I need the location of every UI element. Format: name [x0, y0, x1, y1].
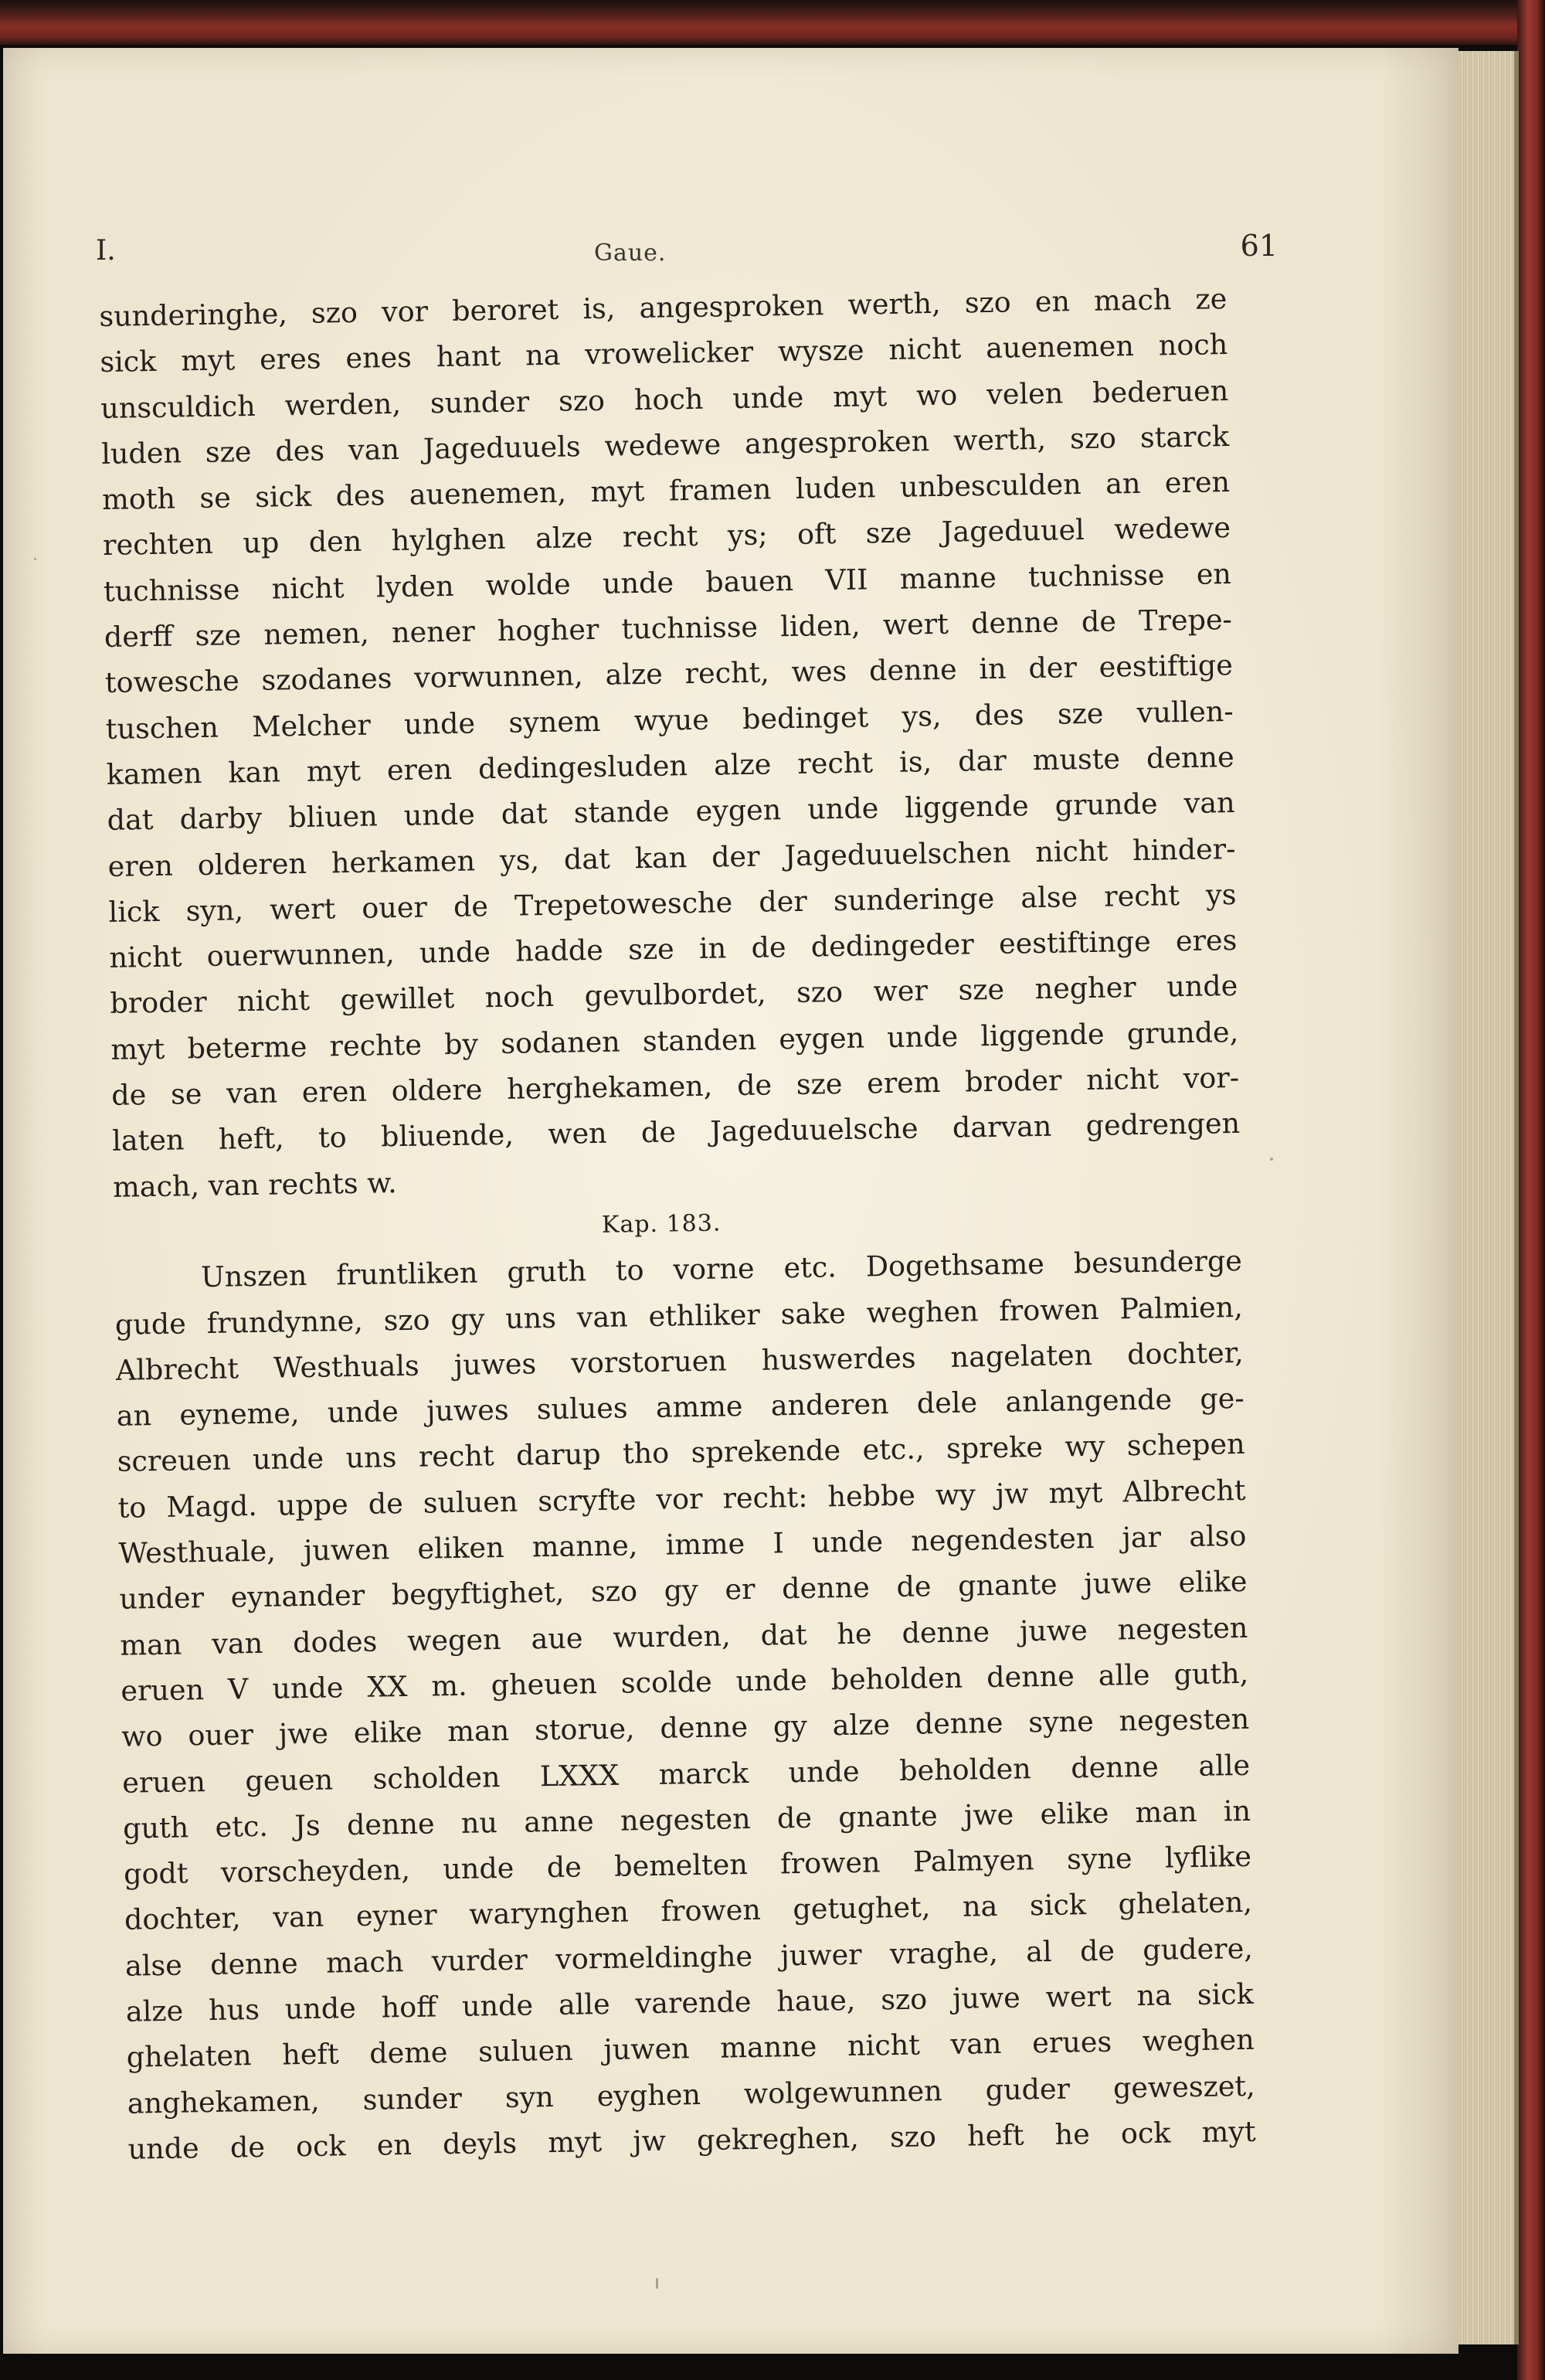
text-line: mach, van rechts w. — [112, 1165, 397, 1204]
text-line: derff sze nemen, nener hogher tuchnisse liden, wert denne de Trepe- — [104, 603, 1233, 654]
chapter-heading: Kap. 183. — [601, 1209, 722, 1239]
text-line: wo ouer jwe elike man storue, denne gy alze denne syne negesten — [121, 1702, 1250, 1753]
body-text — [99, 276, 1256, 2172]
text-line: to Magd. uppe de suluen scryfte vor recht: hebbe wy jw myt Albrecht — [117, 1473, 1246, 1525]
text-line: anghekamen, sunder syn eyghen wolgewunnen guder geweszet, — [127, 2069, 1255, 2120]
text-line: sick myt eres enes hant na vrowelicker wysze nicht auenemen noch — [100, 328, 1228, 379]
text-line: Westhuale, juwen eliken manne, imme I unde negendesten jar also — [118, 1518, 1247, 1570]
text-line: laten heft, to bliuende, wen de Jageduuelsche darvan gedrengen — [111, 1107, 1241, 1158]
text-line: unsculdich werden, sunder szo hoch unde myt wo velen bederuen — [100, 373, 1229, 425]
paragraph-2 — [114, 1238, 1256, 2172]
paper-speck — [656, 2278, 658, 2289]
text-line: towesche szodanes vorwunnen, alze recht, wes denne in der eestiftige — [104, 648, 1234, 700]
text-line: kamen kan myt eren dedingesluden alze recht is, dar muste denne — [106, 740, 1234, 791]
text-line: Albrecht Westhuals juwes vorstoruen huswerdes nagelaten dochter, — [115, 1335, 1244, 1387]
text-line: dat darby bliuen unde dat stande eygen unde liggende grunde van — [107, 786, 1235, 838]
text-line: tuschen Melcher unde synem wyue bedinget ys, des sze vullen- — [105, 694, 1234, 746]
text-line: guth etc. Js denne nu anne negesten de gnante jwe elike man in — [122, 1794, 1251, 1845]
running-title: Gaue. — [594, 240, 667, 267]
book-cover-top-edge — [0, 0, 1545, 45]
paper-speck — [1270, 1158, 1273, 1161]
text-line: screuen unde uns recht darup tho sprekende etc., spreke wy schepen — [117, 1427, 1245, 1479]
text-line: eruen V unde XX m. gheuen scolde unde beholden denne alle guth, — [121, 1656, 1249, 1708]
text-line: gude frundynne, szo gy uns van ethliker sake weghen frowen Palmien, — [114, 1290, 1244, 1341]
text-line: rechten up den hylghen alze recht ys; oft sze Jageduuel wedewe — [102, 511, 1231, 563]
text-line: under eynander begyftighet, szo gy er denne de gnante juwe elike — [119, 1565, 1248, 1617]
text-line: dochter, van eyner warynghen frowen getughet, na sick ghelaten, — [124, 1885, 1253, 1937]
page-number: 61 — [1240, 229, 1278, 263]
text-line: alse denne mach vurder vormeldinghe juwer vraghe, al de gudere, — [124, 1931, 1254, 1983]
text-line: moth se sick des auenemen, myt framen luden unbesculden an eren — [101, 465, 1231, 517]
text-line: Unszen fruntliken gruth to vorne etc. Dogethsame besunderge — [200, 1244, 1243, 1294]
text-line: tuchnisse nicht lyden wolde unde bauen VII manne tuchnisse en — [103, 556, 1232, 608]
text-line: unde de ock en deyls myt jw gekreghen, szo heft he ock myt — [127, 2114, 1256, 2166]
text-line: sunderinghe, szo vor beroret is, angesproken werth, szo en mach ze — [99, 282, 1228, 333]
text-line: lick syn, wert ouer de Trepetowesche der sunderinge alse recht ys — [108, 877, 1237, 929]
text-line: an eyneme, unde juwes sulues amme anderen dele anlangende ge- — [116, 1382, 1244, 1433]
paper-speck — [34, 558, 36, 560]
text-line: nicht ouerwunnen, unde hadde sze in de dedingeder eestiftinge eres — [109, 923, 1238, 975]
book-cover-right-edge — [1517, 0, 1545, 2380]
text-line: eren olderen herkamen ys, dat kan der Jageduuelschen nicht hinder- — [107, 831, 1236, 883]
text-line: broder nicht gewillet noch gevulbordet, szo wer sze negher unde — [110, 969, 1238, 1021]
running-header — [96, 229, 1278, 283]
text-line: myt beterme rechte by sodanen standen eygen unde liggende grunde, — [110, 1015, 1239, 1066]
text-line: luden sze des van Jageduuels wedewe angesproken werth, szo starck — [100, 419, 1230, 471]
chapter-numeral: I. — [96, 235, 116, 267]
text-line: de se van eren oldere herghekamen, de sze erem broder nicht vor- — [110, 1060, 1240, 1112]
book-page — [3, 48, 1458, 2354]
text-line: ghelaten heft deme suluen juwen manne nicht van erues weghen — [126, 2023, 1255, 2074]
text-line: man van dodes wegen aue wurden, dat he denne juwe negesten — [120, 1610, 1248, 1662]
paragraph-1 — [99, 276, 1241, 1210]
text-line: godt vorscheyden, unde de bemelten frowen Palmyen syne lyflike — [123, 1839, 1252, 1891]
text-line: eruen geuen scholden LXXX marck unde beholden denne alle — [121, 1748, 1251, 1800]
text-line: alze hus unde hoff unde alle varende haue, szo juwe wert na sick — [125, 1977, 1255, 2028]
